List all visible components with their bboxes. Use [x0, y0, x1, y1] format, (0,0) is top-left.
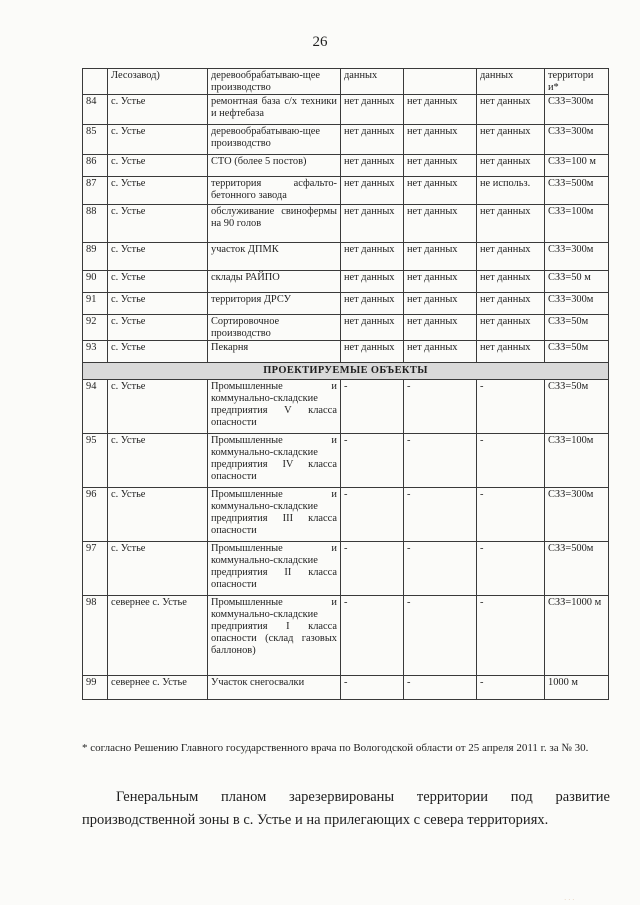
table-row	[83, 596, 609, 676]
data-cell-3: -	[477, 434, 545, 488]
object-cell: обслуживание свинофермы на 90 голов	[208, 205, 341, 243]
settlement-cell: севернее с. Устье	[108, 676, 208, 700]
data-cell-2: -	[404, 596, 477, 676]
settlement-cell: с. Устье	[108, 125, 208, 155]
szz-cell: СЗЗ=500м	[545, 177, 609, 205]
scan-corner-mark: · · ·	[564, 896, 575, 904]
data-cell-1: нет данных	[341, 243, 404, 271]
table-row	[83, 125, 609, 155]
szz-cell: СЗЗ=1000 м	[545, 596, 609, 676]
row-number: 91	[83, 293, 108, 315]
data-cell-1: -	[341, 676, 404, 700]
data-cell-2: нет данных	[404, 315, 477, 341]
table-body	[83, 69, 609, 700]
data-cell-1: нет данных	[341, 271, 404, 293]
object-cell: Промышленные и коммунально-складские предприятия I класса опасности (склад газовых баллонов)	[208, 596, 341, 676]
settlement-cell: Лесозавод)	[108, 69, 208, 95]
settlement-cell: с. Устье	[108, 434, 208, 488]
data-cell-3: нет данных	[477, 315, 545, 341]
object-cell: участок ДПМК	[208, 243, 341, 271]
data-cell-3: нет данных	[477, 243, 545, 271]
szz-cell: СЗЗ=100м	[545, 205, 609, 243]
data-cell-2: -	[404, 542, 477, 596]
row-number: 87	[83, 177, 108, 205]
table-row	[83, 380, 609, 434]
szz-cell: СЗЗ=300м	[545, 243, 609, 271]
table-row	[83, 205, 609, 243]
data-cell-2: нет данных	[404, 95, 477, 125]
data-cell-3: -	[477, 676, 545, 700]
szz-cell: СЗЗ=50 м	[545, 271, 609, 293]
szz-cell: СЗЗ=100м	[545, 434, 609, 488]
data-cell-1: данных	[341, 69, 404, 95]
data-cell-1: -	[341, 542, 404, 596]
data-cell-1: -	[341, 488, 404, 542]
data-cell-3: нет данных	[477, 95, 545, 125]
object-cell: Промышленные и коммунально-складские предприятия II класса опасности	[208, 542, 341, 596]
data-cell-3: -	[477, 488, 545, 542]
object-cell: Промышленные и коммунально-складские предприятия III класса опасности	[208, 488, 341, 542]
data-cell-3: не использ.	[477, 177, 545, 205]
data-cell-3: нет данных	[477, 205, 545, 243]
row-number: 84	[83, 95, 108, 125]
row-number: 99	[83, 676, 108, 700]
data-cell-1: нет данных	[341, 125, 404, 155]
data-cell-1: -	[341, 434, 404, 488]
row-number: 89	[83, 243, 108, 271]
settlement-cell: с. Устье	[108, 315, 208, 341]
table-row	[83, 155, 609, 177]
szz-cell: СЗЗ=100 м	[545, 155, 609, 177]
data-cell-3: нет данных	[477, 341, 545, 363]
szz-cell: СЗЗ=300м	[545, 293, 609, 315]
table-row	[83, 676, 609, 700]
data-cell-2: нет данных	[404, 125, 477, 155]
body-paragraph: Генеральным планом зарезервированы территории под развитие производственной зоны в с. Устье и на прилегающих с севера территориях.	[82, 789, 610, 828]
data-cell-1: нет данных	[341, 155, 404, 177]
enterprises-table	[82, 68, 609, 700]
object-cell: деревообрабатываю-щее производство	[208, 69, 341, 95]
table-row	[83, 293, 609, 315]
data-cell-1: нет данных	[341, 315, 404, 341]
szz-cell: СЗЗ=300м	[545, 95, 609, 125]
object-cell: территория асфальто-бетонного завода	[208, 177, 341, 205]
footnote: * согласно Решению Главного государственного врача по Вологодской области от 25 апреля 2011 г. за № 30.	[82, 742, 589, 754]
data-cell-3: -	[477, 542, 545, 596]
settlement-cell: с. Устье	[108, 243, 208, 271]
data-cell-2: нет данных	[404, 341, 477, 363]
data-cell-1: -	[341, 380, 404, 434]
object-cell: склады РАЙПО	[208, 271, 341, 293]
data-cell-1: нет данных	[341, 95, 404, 125]
object-cell: территория ДРСУ	[208, 293, 341, 315]
section-title: ПРОЕКТИРУЕМЫЕ ОБЪЕКТЫ	[83, 363, 609, 380]
table-row	[83, 488, 609, 542]
table-row	[83, 95, 609, 125]
szz-cell: СЗЗ=50м	[545, 341, 609, 363]
row-number: 98	[83, 596, 108, 676]
data-cell-1: нет данных	[341, 177, 404, 205]
data-cell-2: нет данных	[404, 177, 477, 205]
table-row	[83, 271, 609, 293]
section-row	[83, 363, 609, 380]
data-cell-3: нет данных	[477, 155, 545, 177]
szz-cell: СЗЗ=50м	[545, 315, 609, 341]
data-cell-2: -	[404, 434, 477, 488]
data-cell-1: нет данных	[341, 341, 404, 363]
object-cell: СТО (более 5 постов)	[208, 155, 341, 177]
szz-cell: территори и*	[545, 69, 609, 95]
row-number: 95	[83, 434, 108, 488]
object-cell: деревообрабатываю-щее производство	[208, 125, 341, 155]
object-cell: Промышленные и коммунально-складские предприятия IV класса опасности	[208, 434, 341, 488]
row-number: 90	[83, 271, 108, 293]
data-cell-2: нет данных	[404, 205, 477, 243]
settlement-cell: с. Устье	[108, 155, 208, 177]
data-cell-3: -	[477, 380, 545, 434]
data-cell-3: нет данных	[477, 271, 545, 293]
data-cell-3: данных	[477, 69, 545, 95]
object-cell: Промышленные и коммунально-складские предприятия V класса опасности	[208, 380, 341, 434]
row-number: 85	[83, 125, 108, 155]
data-cell-2: нет данных	[404, 293, 477, 315]
table-row	[83, 243, 609, 271]
settlement-cell: с. Устье	[108, 95, 208, 125]
settlement-cell: севернее с. Устье	[108, 596, 208, 676]
data-cell-2: -	[404, 676, 477, 700]
data-cell-1: нет данных	[341, 293, 404, 315]
object-cell: Сортировочное производство	[208, 315, 341, 341]
table-row	[83, 542, 609, 596]
table-row	[83, 434, 609, 488]
data-cell-2: нет данных	[404, 155, 477, 177]
row-number: 92	[83, 315, 108, 341]
row-number: 96	[83, 488, 108, 542]
data-cell-2	[404, 69, 477, 95]
row-number: 86	[83, 155, 108, 177]
page-number: 26	[312, 34, 328, 50]
settlement-cell: с. Устье	[108, 380, 208, 434]
settlement-cell: с. Устье	[108, 341, 208, 363]
data-cell-1: -	[341, 596, 404, 676]
data-cell-2: нет данных	[404, 271, 477, 293]
settlement-cell: с. Устье	[108, 177, 208, 205]
row-number: 94	[83, 380, 108, 434]
table-row	[83, 177, 609, 205]
object-cell: ремонтная база с/х техники и нефтебаза	[208, 95, 341, 125]
settlement-cell: с. Устье	[108, 293, 208, 315]
szz-cell: СЗЗ=300м	[545, 125, 609, 155]
row-number	[83, 69, 108, 95]
data-cell-3: нет данных	[477, 125, 545, 155]
data-cell-1: нет данных	[341, 205, 404, 243]
row-number: 97	[83, 542, 108, 596]
object-cell: Пекарня	[208, 341, 341, 363]
object-cell: Участок снегосвалки	[208, 676, 341, 700]
table-row	[83, 315, 609, 341]
szz-cell: СЗЗ=500м	[545, 542, 609, 596]
table-row	[83, 69, 609, 95]
settlement-cell: с. Устье	[108, 542, 208, 596]
row-number: 93	[83, 341, 108, 363]
szz-cell: СЗЗ=300м	[545, 488, 609, 542]
settlement-cell: с. Устье	[108, 205, 208, 243]
data-cell-3: -	[477, 596, 545, 676]
table-row	[83, 341, 609, 363]
data-cell-2: -	[404, 380, 477, 434]
settlement-cell: с. Устье	[108, 488, 208, 542]
data-cell-2: нет данных	[404, 243, 477, 271]
szz-cell: 1000 м	[545, 676, 609, 700]
data-cell-2: -	[404, 488, 477, 542]
settlement-cell: с. Устье	[108, 271, 208, 293]
szz-cell: СЗЗ=50м	[545, 380, 609, 434]
data-cell-3: нет данных	[477, 293, 545, 315]
row-number: 88	[83, 205, 108, 243]
